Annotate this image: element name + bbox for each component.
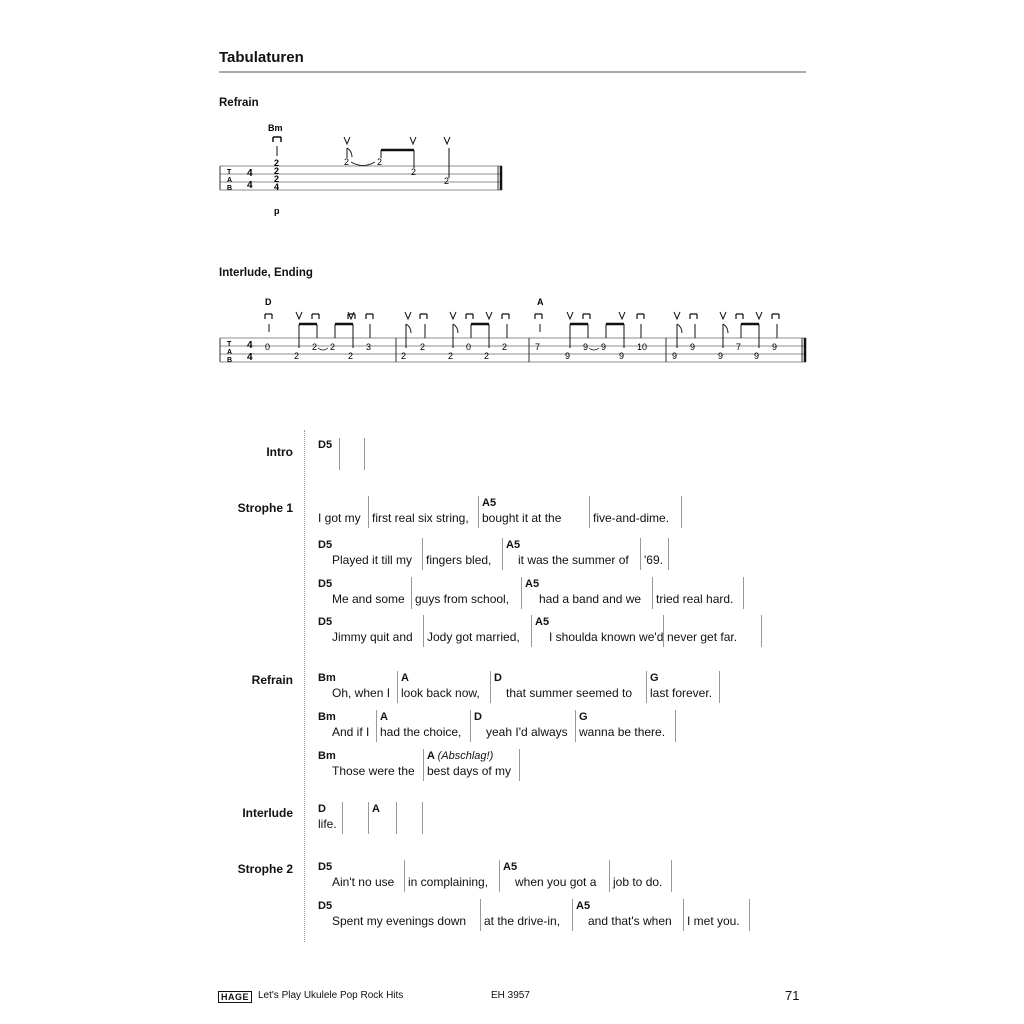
svg-text:9: 9 <box>583 342 589 352</box>
lyric-segment: '69. <box>640 538 663 570</box>
lyric-segment: A5 when you got a <box>499 860 596 892</box>
intro-seg-2 <box>339 438 343 470</box>
svg-text:A: A <box>227 349 233 356</box>
svg-text:2: 2 <box>312 342 318 352</box>
lyric-segment: D5 Spent my evenings down <box>318 900 467 928</box>
interlude-chord-d: D <box>265 297 272 307</box>
lyric-segment: Bm Those were the <box>318 750 415 778</box>
lyric-segment: A5 it was the summer of <box>502 538 629 570</box>
lyric-segment: D that summer seemed to <box>490 671 632 703</box>
refrain-chord: Bm <box>268 123 283 133</box>
refrain-tablature <box>210 118 520 223</box>
interlude-time-top: 4 <box>247 340 253 351</box>
lyric-segment: A (Abschlag!) best days of my <box>423 749 511 781</box>
svg-text:2: 2 <box>377 157 383 167</box>
svg-text:9: 9 <box>718 351 724 361</box>
section-divider-dotted <box>304 430 305 942</box>
svg-text:9: 9 <box>690 342 696 352</box>
lyric-segment: I met you. <box>683 899 740 931</box>
bar-line <box>422 802 423 834</box>
lyric-segment: G last forever. <box>646 671 712 703</box>
bar-line <box>743 577 744 609</box>
publisher-logo: HAGE <box>218 991 252 1003</box>
bar-line <box>668 538 669 570</box>
svg-text:0: 0 <box>466 342 472 352</box>
svg-text:2: 2 <box>330 342 336 352</box>
refrain-time-top: 4 <box>247 168 253 179</box>
catalog-number: EH 3957 <box>491 990 530 1001</box>
lyric-segment: D life. <box>318 803 337 831</box>
refrain-pluck: p <box>274 206 280 216</box>
interlude-time-bottom: 4 <box>247 352 253 363</box>
title-rule <box>219 71 806 73</box>
abschlag-note: (Abschlag!) <box>437 750 494 762</box>
label-strophe-1: Strophe 1 <box>237 501 293 515</box>
bar-line <box>671 860 672 892</box>
svg-text:2: 2 <box>420 342 426 352</box>
lyric-segment: D yeah I'd always <box>470 710 568 742</box>
svg-text:2: 2 <box>411 167 417 177</box>
lyric-segment: in complaining, <box>404 860 488 892</box>
svg-text:9: 9 <box>565 351 571 361</box>
refrain-tab-label: Refrain <box>219 97 259 109</box>
bar-line <box>749 899 750 931</box>
bar-line <box>761 615 762 647</box>
lyric-segment: guys from school, <box>411 577 509 609</box>
svg-text:2: 2 <box>344 157 350 167</box>
lyric-segment: Bm Oh, when I <box>318 672 391 700</box>
lyric-segment: first real six string, <box>368 496 469 528</box>
lyric-segment: D5 Played it till my <box>318 539 413 567</box>
lyric-segment: G wanna be there. <box>575 710 665 742</box>
svg-text:2: 2 <box>274 158 280 168</box>
intro-seg-d5: D5 <box>318 439 333 451</box>
svg-text:T: T <box>227 341 232 348</box>
lyric-segment: A5 and that's when <box>572 899 672 931</box>
svg-text:T: T <box>227 169 232 176</box>
svg-text:2: 2 <box>401 351 407 361</box>
svg-text:2: 2 <box>274 174 280 184</box>
svg-text:2: 2 <box>502 342 508 352</box>
svg-text:9: 9 <box>672 351 678 361</box>
svg-text:2: 2 <box>294 351 300 361</box>
svg-text:0: 0 <box>265 342 271 352</box>
lyric-segment: A5 I shoulda known we'd <box>531 615 663 647</box>
label-strophe-2: Strophe 2 <box>237 862 293 876</box>
lyric-segment: A5 bought it at the <box>478 496 561 528</box>
svg-text:B: B <box>227 357 233 364</box>
bar-line <box>681 496 682 528</box>
lyric-segment: tried real hard. <box>652 577 733 609</box>
lyric-segment: Bm And if I <box>318 711 370 739</box>
lyric-segment: fingers bled, <box>422 538 491 570</box>
interlude-tablature <box>210 292 810 372</box>
svg-text:2: 2 <box>444 176 450 186</box>
lyric-segment: A look back now, <box>397 671 480 703</box>
svg-text:2: 2 <box>348 351 354 361</box>
lyric-segment: I got my <box>318 511 361 525</box>
svg-text:10: 10 <box>637 342 648 352</box>
label-interlude: Interlude <box>242 806 293 820</box>
lyric-segment: never get far. <box>663 615 737 647</box>
svg-text:9: 9 <box>601 342 607 352</box>
svg-text:7: 7 <box>736 342 742 352</box>
lyric-segment: A had the choice, <box>376 710 461 742</box>
lyric-segment <box>396 802 400 834</box>
book-title: Let's Play Ukulele Pop Rock Hits <box>258 990 404 1001</box>
intro-end-bar <box>364 438 365 470</box>
lyric-segment: job to do. <box>609 860 662 892</box>
lyric-segment: D5 Jimmy quit and <box>318 616 413 644</box>
svg-text:2: 2 <box>484 351 490 361</box>
refrain-time-bottom: 4 <box>247 180 253 191</box>
page-number: 71 <box>785 988 800 1003</box>
label-refrain: Refrain <box>251 673 293 687</box>
svg-text:B: B <box>227 185 233 192</box>
bar-line <box>519 749 520 781</box>
label-intro: Intro <box>266 445 293 459</box>
svg-text:3: 3 <box>366 342 372 352</box>
bar-line <box>675 710 676 742</box>
svg-text:9: 9 <box>619 351 625 361</box>
page-title: Tabulaturen <box>219 49 304 66</box>
lyric-segment: at the drive-in, <box>480 899 560 931</box>
svg-text:9: 9 <box>772 342 778 352</box>
interlude-tab-label: Interlude, Ending <box>219 267 313 279</box>
lyric-segment <box>342 802 346 834</box>
svg-text:A: A <box>227 177 233 184</box>
svg-text:2: 2 <box>274 166 280 176</box>
lyric-segment: D5 Ain't no use <box>318 861 395 889</box>
svg-text:9: 9 <box>754 351 760 361</box>
lyric-segment: Jody got married, <box>423 615 520 647</box>
svg-text:4: 4 <box>274 182 280 192</box>
bar-line <box>719 671 720 703</box>
interlude-chord-a: A <box>537 297 544 307</box>
svg-text:2: 2 <box>448 351 454 361</box>
lyric-segment: five-and-dime. <box>589 496 669 528</box>
lyric-segment: A5 had a band and we <box>521 577 641 609</box>
lyric-segment: A <box>368 802 380 834</box>
lyric-segment: D5 Me and some <box>318 578 405 606</box>
svg-text:7: 7 <box>535 342 541 352</box>
